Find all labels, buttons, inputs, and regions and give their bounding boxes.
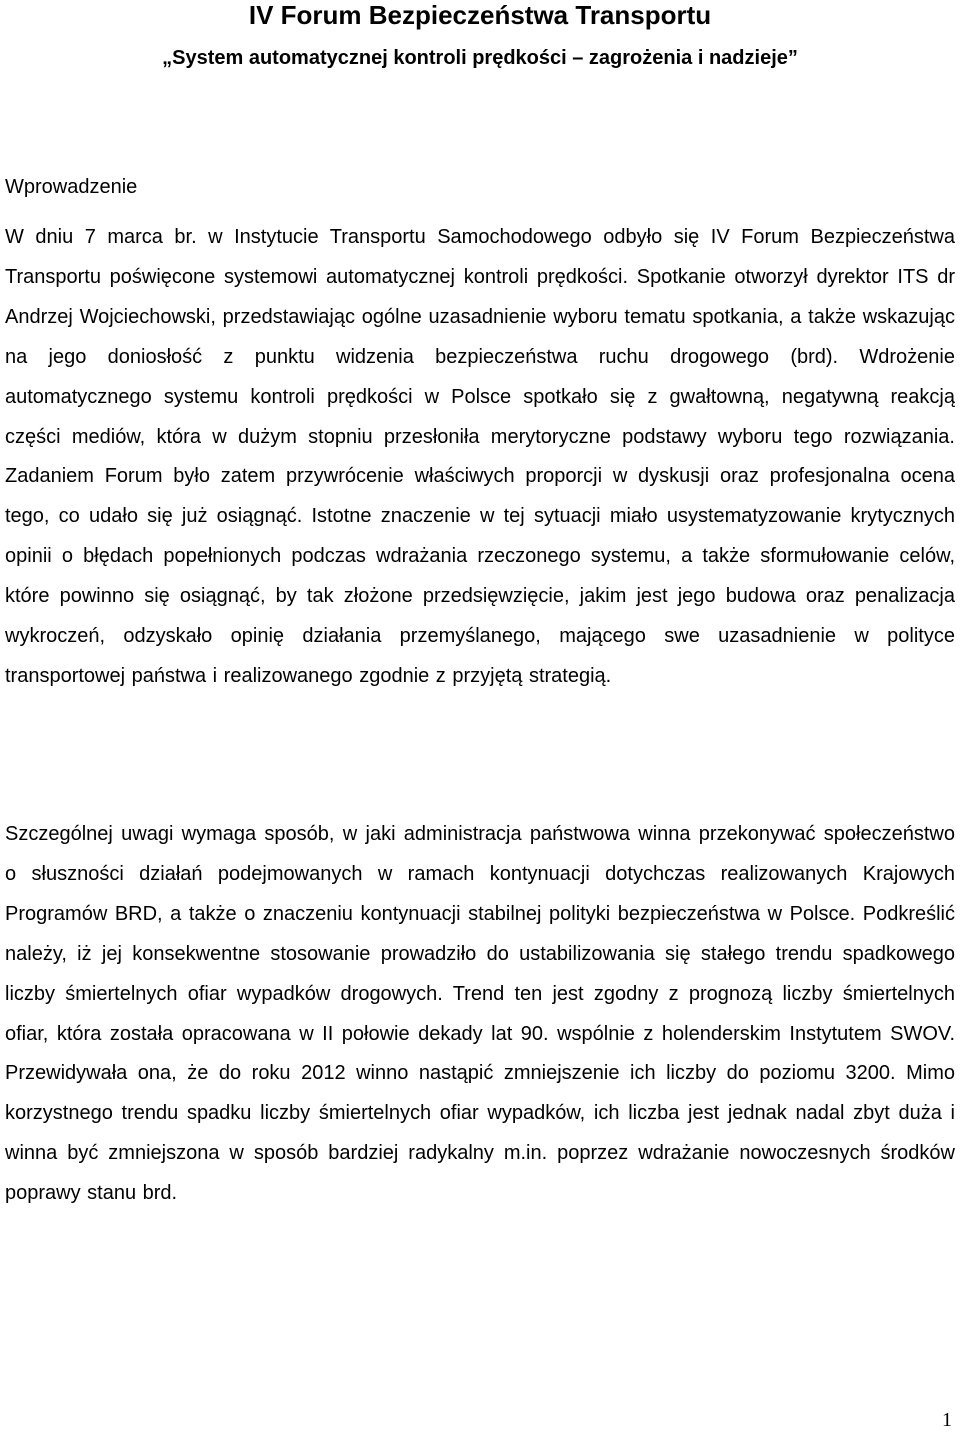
paragraph-intro: W dniu 7 marca br. w Instytucie Transportu Samochodowego odbyło się IV Forum Bezpieczeństwa Transportu poświęcone systemowi automatycznej kontroli prędkości. Spotkanie otworzył dyrektor ITS dr Andrzej Wojciechowski, przedstawiając ogólne uzasadnienie wyboru tematu spotkania, a także wskazując na jego doniosłość z punktu widzenia bezpieczeństwa ruchu drogowego (brd). Wdrożenie automatycznego systemu kontroli prędkości w Polsce spotkało się z gwałtowną, negatywną reakcją części mediów, która w dużym stopniu przesłoniła merytoryczne podstawy wyboru tego rozwiązania. Zadaniem Forum było zatem przywrócenie właściwych proporcji w dyskusji oraz profesjonalna ocena tego, co udało się już osiągnąć. Istotne znaczenie w tej sytuacji miało usystematyzowanie krytycznych opinii o błędach popełnionych podczas wdrażania rzeczonego systemu, a także sformułowanie celów, które powinno się osiągnąć, by tak złożone przedsięwzięcie, jakim jest jego budowa oraz penalizacja wykroczeń, odzyskało opinię działania przemyślanego, mającego swe uzasadnienie w polityce transportowej państwa i realizowanego zgodnie z przyjętą strategią.: [5, 226, 955, 687]
section-heading: Wprowadzenie: [5, 176, 138, 198]
document-subtitle: „System automatycznej kontroli prędkości – zagrożenia i nadzieje”: [162, 47, 798, 69]
paragraph-policy: Szczególnej uwagi wymaga sposób, w jaki administracja państwowa winna przekonywać społeczeństwo o słuszności działań podejmowanych w ramach kontynuacji dotychczas realizowanych Krajowych Programów BRD, a także o znaczeniu kontynuacji stabilnej polityki bezpieczeństwa w Polsce. Podkreślić należy, iż jej konsekwentne stosowanie prowadziło do ustabilizowania się stałego trendu spadkowego liczby śmiertelnych ofiar wypadków drogowych. Trend ten jest zgodny z prognozą liczby śmiertelnych ofiar, która została opracowana w II połowie dekady lat 90. wspólnie z holenderskim Instytutem SWOV. Przewidywała ona, że do roku 2012 winno nastąpić zmniejszenie ich liczby do poziomu 3200. Mimo korzystnego trendu spadku liczby śmiertelnych ofiar wypadków, ich liczba jest jednak nadal zbyt duża i winna być zmniejszona w sposób bardziej radykalny m.in. poprzez wdrażanie nowoczesnych środków poprawy stanu brd.: [5, 823, 955, 1205]
page-number: 1: [942, 1409, 952, 1431]
document-title: IV Forum Bezpieczeństwa Transportu: [248, 0, 712, 30]
